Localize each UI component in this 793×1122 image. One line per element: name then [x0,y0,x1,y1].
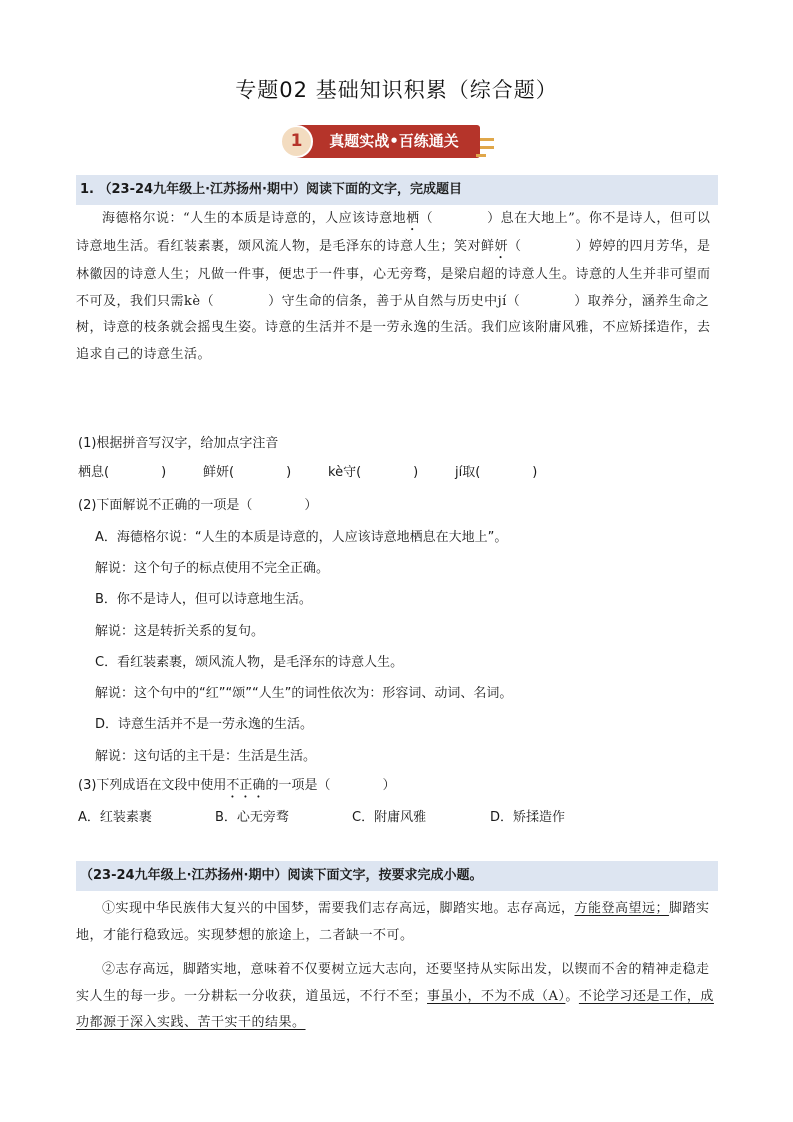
q2-paragraph-1 [76,896,718,949]
dotted-char: 妍 [494,239,509,254]
sub1-item: 鲜妍( ) [203,465,292,480]
option-b: B．你不是诗人，但可以诗意地生活。 [95,592,312,607]
sub1-item: 栖息( ) [78,465,167,480]
question-1-header: 1. （23-24九年级上·江苏扬州·期中）阅读下面的文字，完成题目 [76,175,718,205]
prompt-text: 的一项是（ ） [265,778,396,793]
sub1-item: kè守( ) [328,465,419,480]
section-banner [280,124,520,162]
banner-decoration [476,154,486,157]
sub3-option: C．附庸风雅 [352,810,427,825]
passage-text: 海德格尔说：“人生的本质是诗意的，人应该诗意地 [102,211,407,226]
passage-text: ②志存高远，脚踏实地，意味着不仅要树立远大志向，还要坚持从实际出发，以锲而不舍的精神走稳走实人生的每一步。一分耕耘一分收获，道虽远，不行不至； [76,962,710,1004]
sub3-option: B．心无旁骛 [215,810,289,825]
question-2-header: （23-24九年级上·江苏扬州·期中）阅读下面文字，按要求完成小题。 [76,861,718,891]
banner-label: 真题实战•百练通关 [294,125,480,158]
passage-text: （ ）婷婷的四月芳华，是林徽因的诗意人生；凡做一件事，便忠于一件事，心无旁骛，是梁启超的诗意人生。诗意的人生并非可望而不可及，我们只需kè（ ）守生命的信条，善于从自然与历史中jí（ ）取养分，涵养生命之树，诗意的枝条就会摇曳生姿。诗意的生活并不是一劳永逸的生活。我们应该附庸风雅，不应矫揉造作，去追求自己的诗意生活。 [76,239,711,362]
banner-decoration [480,146,494,149]
passage-text: ①实现中华民族伟大复兴的中国梦，需要我们志存高远，脚踏实地。志存高远， [102,901,575,916]
passage-text: 。 [565,988,579,1004]
q1-sub3-prompt [78,774,395,801]
emphasis-text: 不正确 [226,778,266,793]
banner-decoration [480,138,494,141]
option-a-note: 解说：这个句子的标点使用不完全正确。 [95,561,330,576]
option-a: A．海德格尔说：“人生的本质是诗意的，人应该诗意地栖息在大地上”。 [95,530,508,545]
dotted-char: 栖 [406,211,420,226]
option-c-note: 解说：这个句中的“红”“颂”“人生”的词性依次为：形容词、动词、名词。 [95,686,513,701]
q1-sub1-prompt: (1)根据拼音写汉字，给加点字注音 [78,436,279,451]
sub1-item: jí取( ) [455,465,538,480]
option-c: C．看红装素裹，颂风流人物，是毛泽东的诗意人生。 [95,655,404,670]
underlined-text: 不论学习还是工作，成功都源于深入实践、苦干实干的结果。 [76,988,714,1030]
q1-passage [76,206,718,368]
option-b-note: 解说：这是转折关系的复句。 [95,624,265,639]
passage-text: （ ）息在大地上”。你不是诗人，但可以诗意地生活。看红装素裹，颂风流人物，是毛泽东的诗意人生；笑对鲜 [76,211,711,254]
prompt-text: (3)下列成语在文段中使用 [78,778,227,793]
underlined-text: 事虽小，不为不成（A） [427,988,566,1004]
q1-sub2-prompt: (2)下面解说不正确的一项是（ ） [78,498,318,513]
page-title: 专题02 基础知识积累（综合题） [235,78,558,102]
sub3-option: A．红装素裹 [78,810,152,825]
passage-text: 脚踏实地，才能行稳致远。实现梦想的旅途上，二者缺一不可。 [76,901,710,943]
option-d-note: 解说：这句话的主干是：生活是生活。 [95,749,317,764]
underlined-text: 方能登高望远； [574,901,670,916]
banner-number: 1 [280,125,313,158]
q2-paragraph-2 [76,957,718,1037]
sub3-option: D．矫揉造作 [490,810,566,825]
option-d: D．诗意生活并不是一劳永逸的生活。 [95,717,314,732]
